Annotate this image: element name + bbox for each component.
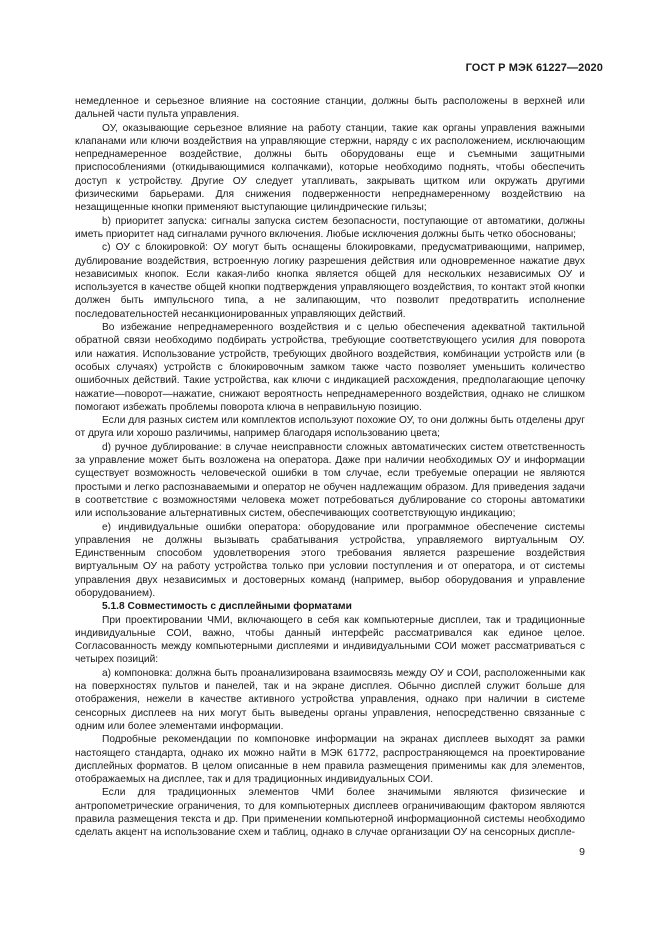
paragraph-iec-61772: Подробные рекомендации по компоновке информации на экранах дисплеев выходят за рамки настоящего стандарта, однако их можно найти в МЭК 61772, распространяющемся на проектирование дисплейных форматов. В целом описанные в нем правила размещения применимы как для элементов, отображаемых на дисплее, так и для традиционных индивидуальных СОИ. bbox=[75, 734, 585, 786]
paragraph-tactile-feedback: Во избежание непреднамеренного воздействия и с целью обеспечения адекватной тактильной обратной связи необходимо подбирать устройства, требующие соответствующего усилия для поворота или нажатия. Использование устройств, требующих двойного воздействия, комбинации устройств или (в особых случаях) устройств с блокировочным замком также часто позволяет уменьшить количество ошибочных действий. Такие устройства, как ключи с индикацией расхождения, предполагающие цепочку нажатие—поворот—нажатие, снижают вероятность непреднамеренного воздействия, однако не слишком помогают избежать проблемы поворота ключа в неправильную позицию. bbox=[75, 322, 585, 413]
paragraph-constraints: Если для традиционных элементов ЧМИ более значимыми являются физические и антропометрические ограничения, то для компьютерных дисплеев ограничивающим фактором являются правила размещения текста и др. При применении компьютерной информационной системы необходимо сделать акцент на использование схем и таблиц, однако в случае организации ОУ на сенсорных диспле- bbox=[75, 787, 585, 839]
item-b-start-priority: b) приоритет запуска: сигналы запуска систем безопасности, поступающие от автоматики, должны иметь приоритет над сигналами ручного включения. Любые исключения должны быть четко обоснованы; bbox=[75, 215, 585, 240]
body-text bbox=[75, 95, 585, 840]
item-c-interlocked-controls: c) ОУ с блокировкой: ОУ могут быть оснащены блокировками, предусматривающими, например, дублирование воздействия, встроенную логику разрешения действия или одновременное нажатие двух независимых кнопок. Если какая-либо кнопка является общей для нескольких независимых ОУ и используется в качестве общей кнопки подтверждения управляющего воздействия, то контакт этой кнопки должен быть импульсного типа, а не залипающим, что позволит предотвратить исполнение последовательностей несанкционированных управляющих действий. bbox=[75, 242, 585, 320]
paragraph-similar-controls: Если для разных систем или комплектов используют похожие ОУ, то они должны быть отделены друг от друга или хорошо различимы, например благодаря использованию цвета; bbox=[75, 415, 585, 440]
item-a-layout: a) компоновка: должна быть проанализирована взаимосвязь между ОУ и СОИ, расположенными как на поверхностях пультов и панелей, так и на экране дисплея. Обычно дисплей служит больше для отображения, нежели в качестве активного устройства управления, однако при наличии в системе сенсорных дисплеев на них могут быть выведены органы управления, непосредственно связанные с одним или более элементами информации. bbox=[75, 667, 585, 732]
item-e-operator-errors: e) индивидуальные ошибки оператора: оборудование или программное обеспечение системы управления не должны вызывать срабатывания устройства, управляемого виртуальным ОУ. Единственным способом удовлетворения этого требования является разрешение воздействия виртуальным ОУ на работу устройства только при условии поступления и от оператора, и от системы управления двух независимых и достоверных команд (например, выбор оборудования и управление оборудованием). bbox=[75, 521, 585, 599]
paragraph-hmi-design: При проектировании ЧМИ, включающего в себя как компьютерные дисплеи, так и традиционные индивидуальные СОИ, важно, чтобы данный интерфейс рассматривался как единое целое. Согласованность между компьютерными дисплеями и индивидуальными СОИ может рассматриваться с четырех позиций: bbox=[75, 614, 585, 666]
item-d-manual-backup: d) ручное дублирование: в случае неисправности сложных автоматических систем ответственность за управление может быть возложена на оператора. Даже при наличии необходимых ОУ и информации существует возможность человеческой ошибки в том случае, если требуемые операции не являются простыми и легко распознаваемыми и оператор не обучен надлежащим образом. Для приведения задачи в соответствие с возможностями человека может потребоваться дублирование со стороны автоматики или использование альтернативных систем, обеспечивающих соответствующую индикацию; bbox=[75, 441, 585, 520]
paragraph-continuation: немедленное и серьезное влияние на состояние станции, должны быть расположены в верхней или дальней части пульта управления. bbox=[75, 96, 585, 121]
paragraph-protective-covers: ОУ, оказывающие серьезное влияние на работу станции, такие как органы управления важными клапанами или ключи воздействия на управляющие стержни, наряду с их расположением, исключающим непреднамеренное воздействие, должны быть оборудованы еще и съемными защитными приспособлениями (откидывающимися колпачками), которые необходимо поднять, чтобы обеспечить доступ к устройству. Другие ОУ следует утапливать, закрывать щитком или окружать другими физическими барьерами. Для снижения подверженности непреднамеренному воздействию на незащищенные кнопки применяют выступающие цилиндрические гильзы; bbox=[75, 122, 585, 214]
section-heading-5-1-8: 5.1.8 Совместимость с дисплейными форматами bbox=[102, 601, 352, 613]
page-number: 9 bbox=[579, 846, 585, 858]
standard-designation: ГОСТ Р МЭК 61227—2020 bbox=[465, 62, 603, 74]
